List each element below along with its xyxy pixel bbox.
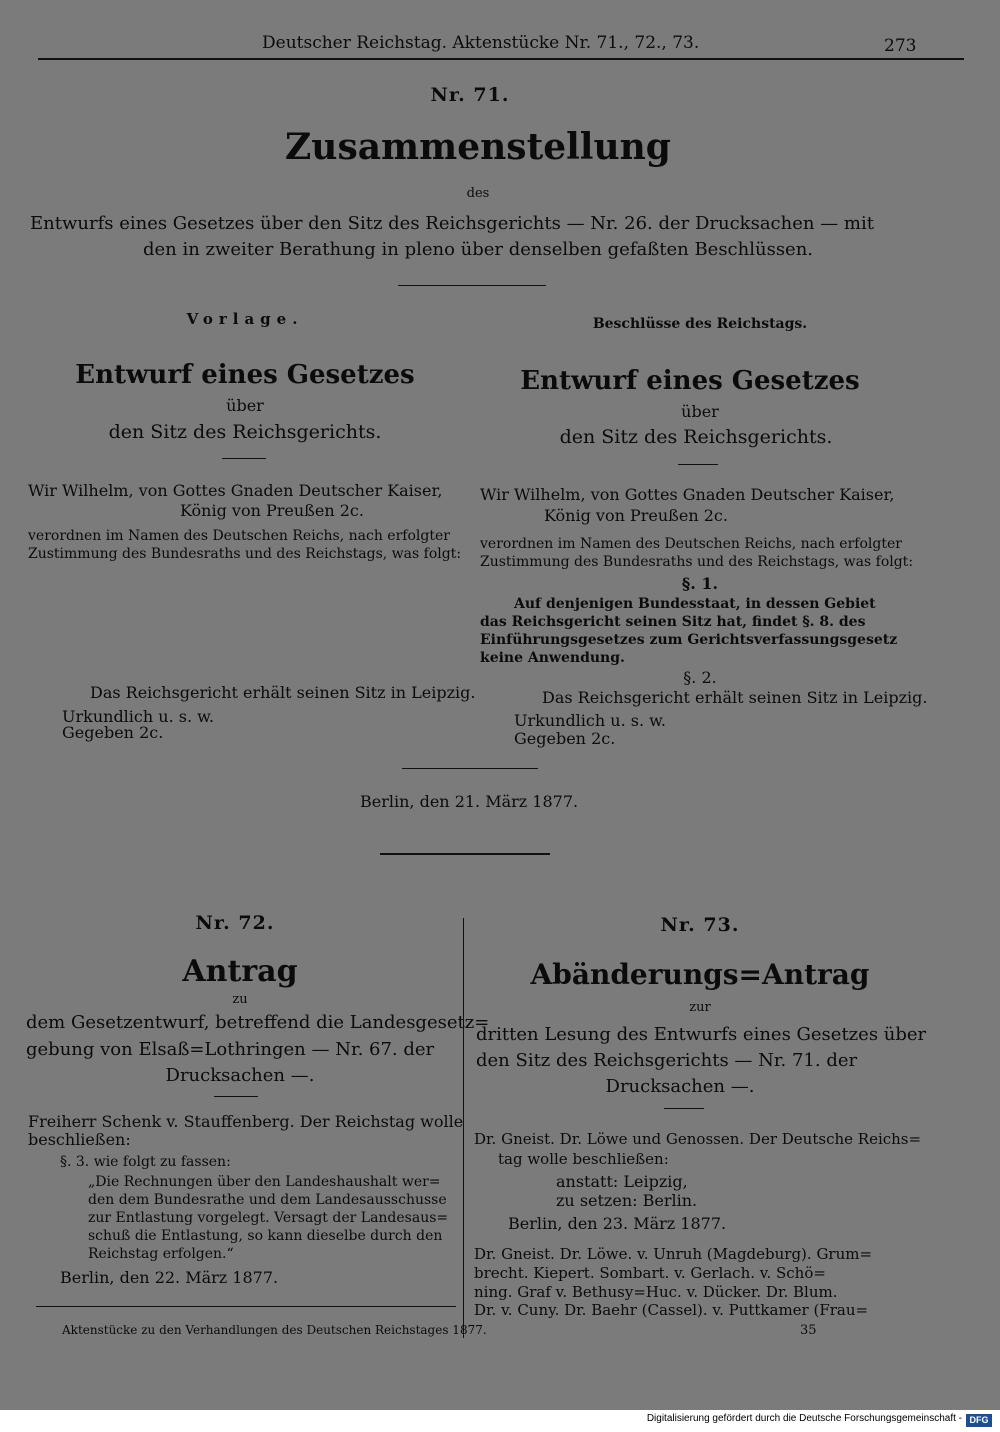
right-close1: Urkundlich u. s. w.: [514, 711, 667, 730]
doc72-mover-line1: Freiherr Schenk v. Stauffenberg. Der Reichstag wolle: [28, 1112, 464, 1131]
doc73-instead: anstatt: Leipzig,: [556, 1172, 688, 1191]
dfg-logo: DFG: [966, 1414, 992, 1427]
doc71-subtitle-line1: Entwurfs eines Gesetzes über den Sitz des Reichsgerichts — Nr. 26. der Drucksachen — mit: [30, 213, 874, 234]
right-sub: den Sitz des Reichsgerichts.: [559, 426, 833, 448]
left-intro-line1: Wir Wilhelm, von Gottes Gnaden Deutscher Kaiser,: [28, 481, 443, 500]
right-para1: §. 1.: [681, 574, 719, 593]
doc73-sub-line3: Drucksachen —.: [605, 1076, 755, 1097]
doc72-quote-line2: den dem Bundesrathe und dem Landesausschusse: [88, 1192, 447, 1208]
right-p1-line2: das Reichsgericht seinen Sitz hat, findet §. 8. des: [480, 614, 866, 630]
separator: [398, 285, 546, 286]
right-p1-line1: Auf denjenigen Bundesstaat, in dessen Gebiet: [514, 596, 876, 612]
doc71-title: Zusammenstellung: [285, 126, 671, 168]
doc72-footnote: Aktenstücke zu den Verhandlungen des Deutschen Reichstages 1877.: [62, 1323, 487, 1337]
running-title: Deutscher Reichstag. Aktenstücke Nr. 71., 72., 73.: [262, 33, 700, 53]
left-intro-line2: König von Preußen 2c.: [180, 501, 364, 520]
right-p1-line3: Einführungsgesetzes zum Gerichtsverfassungsgesetz: [480, 632, 898, 648]
doc73-signers-line4: Dr. v. Cuny. Dr. Baehr (Cassel). v. Puttkamer (Frau=: [474, 1301, 869, 1319]
doc73-set: zu setzen: Berlin.: [556, 1191, 698, 1210]
right-body: Das Reichsgericht erhält seinen Sitz in Leipzig.: [542, 688, 928, 707]
doc73-zur: zur: [689, 1000, 711, 1015]
separator: [222, 458, 266, 459]
doc73-signers-line3: ning. Graf v. Bethusy=Huc. v. Dücker. Dr. Blum.: [474, 1283, 838, 1301]
right-intro-line1: Wir Wilhelm, von Gottes Gnaden Deutscher Kaiser,: [480, 485, 895, 504]
doc73-dateline: Berlin, den 23. März 1877.: [508, 1214, 727, 1233]
right-intro-line2: König von Preußen 2c.: [544, 506, 728, 525]
vorlage-heading: Vorlage.: [186, 310, 304, 328]
right-intro-line4: Zustimmung des Bundesraths und des Reichstags, was folgt:: [480, 554, 914, 570]
footnote-rule: [36, 1306, 456, 1307]
doc72-quote-line3: zur Entlastung vorgelegt. Versagt der Landesaus=: [88, 1210, 449, 1226]
doc72-sub-line3: Drucksachen —.: [165, 1065, 315, 1086]
doc73-number: Nr. 73.: [660, 914, 740, 936]
right-close2: Gegeben 2c.: [514, 729, 616, 748]
right-para2: §. 2.: [683, 668, 717, 687]
doc73-mover-line1: Dr. Gneist. Dr. Löwe und Genossen. Der Deutsche Reichs=: [474, 1130, 922, 1148]
doc71-number: Nr. 71.: [430, 84, 510, 106]
doc72-mover-line2: beschließen:: [28, 1130, 131, 1149]
doc72-para: §. 3. wie folgt zu fassen:: [60, 1154, 231, 1170]
footer-bar: [0, 1410, 1000, 1432]
footer-credit: Digitalisierung gefördert durch die Deutsche Forschungsgemeinschaft -: [646, 1413, 962, 1424]
left-ueber: über: [226, 396, 264, 415]
left-entwurf-title: Entwurf eines Gesetzes: [75, 360, 415, 390]
doc71-subtitle-line2: den in zweiter Berathung in pleno über denselben gefaßten Beschlüssen.: [142, 239, 814, 260]
doc71-dateline: Berlin, den 21. März 1877.: [360, 792, 579, 811]
doc72-dateline: Berlin, den 22. März 1877.: [60, 1268, 279, 1287]
right-intro-line3: verordnen im Namen des Deutschen Reichs, nach erfolgter: [480, 536, 902, 552]
right-entwurf-title: Entwurf eines Gesetzes: [520, 366, 860, 396]
doc73-title: Abänderungs=Antrag: [530, 958, 870, 991]
doc72-zu: zu: [232, 992, 248, 1007]
left-intro-line3: verordnen im Namen des Deutschen Reichs, nach erfolgter: [28, 528, 450, 544]
doc72-quote-line4: schuß die Entlastung, so kann dieselbe durch den: [88, 1228, 443, 1244]
right-p1-line4: keine Anwendung.: [480, 650, 625, 666]
doc72-quote-line5: Reichstag erfolgen.“: [88, 1246, 234, 1262]
left-close1: Urkundlich u. s. w.: [62, 707, 215, 726]
sheet-signature: 35: [800, 1323, 817, 1338]
doc72-sub-line1: dem Gesetzentwurf, betreffend die Landesgesetz=: [26, 1012, 490, 1033]
doc73-mover-line2: tag wolle beschließen:: [498, 1150, 669, 1168]
doc73-sub-line1: dritten Lesung des Entwurfs eines Gesetzes über: [476, 1024, 927, 1045]
doc73-signers-line1: Dr. Gneist. Dr. Löwe. v. Unruh (Magdeburg). Grum=: [474, 1245, 873, 1263]
section-separator: [380, 853, 550, 855]
separator: [402, 768, 538, 769]
left-sub: den Sitz des Reichsgerichts.: [108, 421, 382, 443]
left-close2: Gegeben 2c.: [62, 723, 164, 742]
page-number: 273: [884, 36, 917, 56]
doc72-quote-line1: „Die Rechnungen über den Landeshaushalt wer=: [88, 1174, 441, 1190]
doc72-number: Nr. 72.: [195, 912, 275, 934]
right-ueber: über: [681, 402, 719, 421]
doc73-sub-line2: den Sitz des Reichsgerichts — Nr. 71. der: [476, 1050, 858, 1071]
doc73-signers-line2: brecht. Kiepert. Sombart. v. Gerlach. v. Schö=: [474, 1264, 826, 1282]
separator: [214, 1096, 258, 1097]
header-rule: [38, 58, 964, 60]
doc72-title: Antrag: [182, 954, 298, 989]
beschluesse-heading: Beschlüsse des Reichstags.: [592, 316, 808, 332]
doc71-des: des: [466, 186, 490, 201]
doc72-sub-line2: gebung von Elsaß=Lothringen — Nr. 67. der: [26, 1039, 435, 1060]
separator: [664, 1108, 704, 1109]
left-body: Das Reichsgericht erhält seinen Sitz in Leipzig.: [90, 683, 476, 702]
left-intro-line4: Zustimmung des Bundesraths und des Reichstags, was folgt:: [28, 546, 462, 562]
separator: [678, 464, 718, 465]
